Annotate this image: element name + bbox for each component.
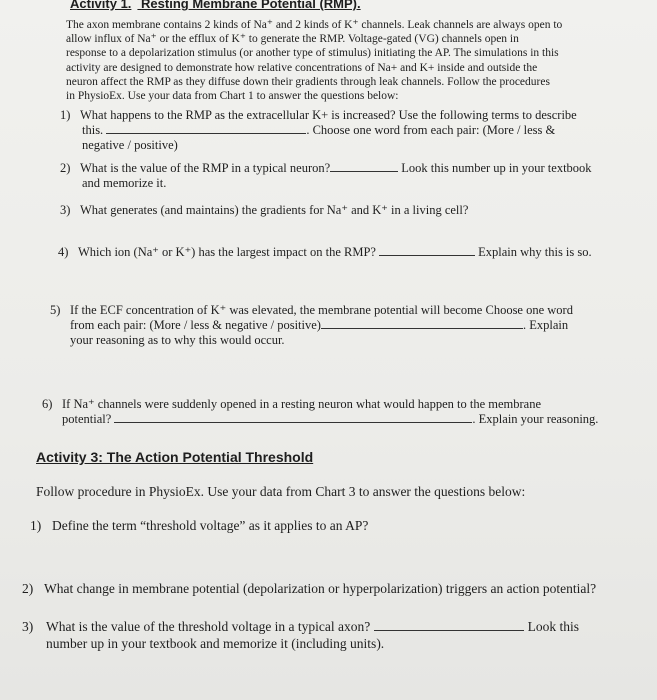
question-text: and memorize it. [82,176,167,190]
intro-line: neuron affect the RMP as they diffuse down their gradients through leak channels. Follow the procedures [66,75,550,88]
heading-prefix: Activity 1. [70,0,132,11]
question-text: potential? [62,412,112,426]
question-number: 4) [58,245,69,259]
question-6 [42,397,622,427]
question-text: If the ECF concentration of K⁺ was elevated, the membrane potential will become Choose one word [70,303,573,317]
heading-title: Resting Membrane Potential (RMP). [141,0,361,11]
question-text: Explain why this is so. [478,245,592,259]
answer-blank[interactable] [106,123,306,134]
question-number: 1) [60,108,71,122]
answer-blank[interactable] [321,318,523,329]
question-text: . Choose one word from each pair: (More / less & [306,123,556,137]
answer-blank[interactable] [330,161,398,172]
activity-1-heading [70,0,361,11]
question-text: What is the value of the RMP in a typical neuron? [80,161,331,175]
activity-3-instructions: Follow procedure in PhysioEx. Use your data from Chart 3 to answer the questions below: [36,484,526,499]
question-text: your reasoning as to why this would occur. [70,333,285,347]
question-1 [60,108,620,153]
intro-line: activity are designed to demonstrate how relative concentrations of Na+ and K+ inside and outside the [66,61,538,74]
intro-line: in PhysioEx. Use your data from Chart 1 to answer the questions below: [66,90,399,103]
activity-3-heading: Activity 3: The Action Potential Threshold [36,449,314,465]
question-number: 1) [30,518,42,533]
question-text: What change in membrane potential (depolarization or hyperpolarization) triggers an action potential? [44,581,597,596]
answer-blank[interactable] [114,412,472,423]
question-text: number up in your textbook and memorize it (including units). [46,636,385,651]
question-text: Look this [527,619,580,634]
question-text: . Explain [522,318,569,332]
intro-line: response to a depolarization stimulus (or another type of stimulus) initiating the AP. The simulations in this [66,47,559,60]
activity-3-question-2 [22,580,654,597]
question-text: negative / positive) [82,138,178,152]
question-5 [50,303,620,348]
intro-line: The axon membrane contains 2 kinds of Na⁺ and 2 kinds of K⁺ channels. Leak channels are always open to [66,19,563,31]
question-number: 2) [60,161,71,175]
question-text: What generates (and maintains) the gradients for Na⁺ and K⁺ in a living cell? [80,203,469,217]
question-text: Look this number up in your textbook [401,161,592,175]
answer-blank[interactable] [379,245,475,256]
intro-line: allow influx of Na⁺ or the efflux of K⁺ to generate the RMP. Voltage-gated (VG) channels open in [66,33,519,46]
question-text: Which ion (Na⁺ or K⁺) has the largest impact on the RMP? [78,245,376,259]
question-text: . Explain your reasoning. [472,412,599,426]
answer-blank[interactable] [374,620,524,631]
question-number: 2) [22,581,34,596]
question-number: 3) [60,203,71,217]
activity-3-question-3 [22,618,654,652]
question-text: this. [82,123,104,137]
question-number: 5) [50,303,61,317]
question-number: 3) [22,619,34,634]
question-text: Define the term “threshold voltage” as it applies to an AP? [52,518,369,533]
question-text: What happens to the RMP as the extracellular K+ is increased? Use the following terms to describe [80,108,577,122]
activity-3-question-1 [30,517,630,534]
question-3 [60,203,620,218]
question-number: 6) [42,397,53,411]
question-text: What is the value of the threshold voltage in a typical axon? [46,619,371,634]
question-text: from each pair: (More / less & negative / positive) [70,318,321,332]
intro-paragraph [66,18,562,103]
question-4 [58,245,628,260]
question-2 [60,161,620,191]
question-text: If Na⁺ channels were suddenly opened in a resting neuron what would happen to the membrane [62,397,542,411]
